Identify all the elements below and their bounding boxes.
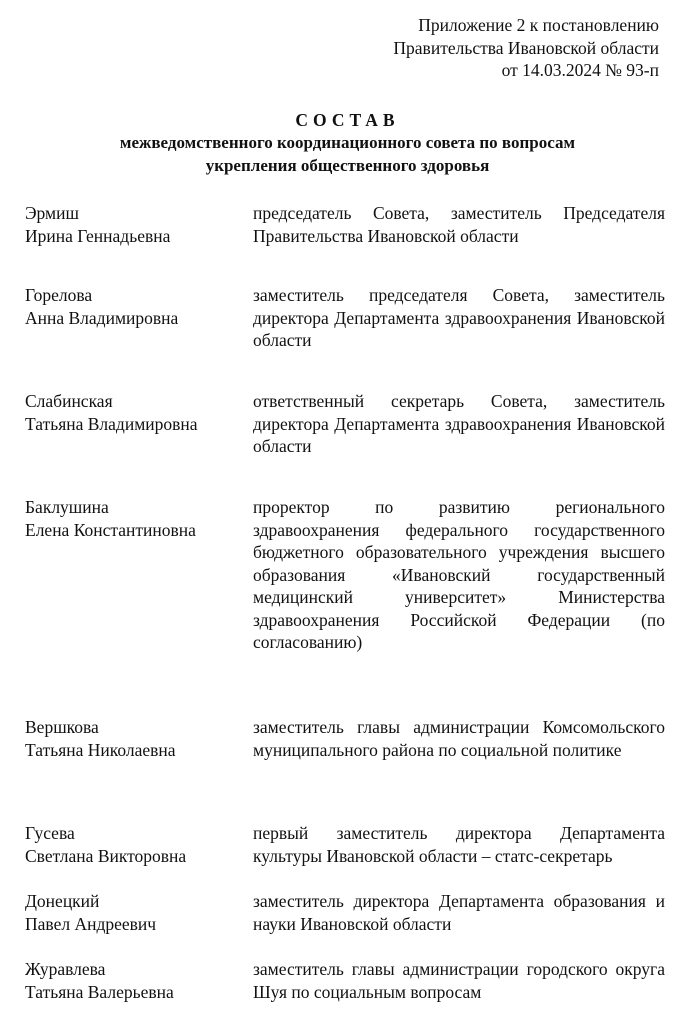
member-name bbox=[25, 202, 245, 247]
member-given-name: Елена Константиновна bbox=[25, 519, 196, 540]
member-name bbox=[25, 716, 245, 761]
member-name bbox=[25, 496, 245, 541]
member-role: ответственный секретарь Совета, заместитель директора Департамента здравоохранения Ивановской области bbox=[253, 391, 665, 456]
member-surname: Донецкий bbox=[25, 891, 100, 911]
member-role: заместитель главы администрации Комсомольского муниципального района по социальной политике bbox=[253, 717, 665, 760]
member-name bbox=[25, 284, 245, 329]
member-given-name: Татьяна Николаевна bbox=[25, 739, 176, 760]
member-role: заместитель главы администрации городского округа Шуя по социальным вопросам bbox=[253, 959, 665, 1002]
header-line-2: Правительства Ивановской области bbox=[393, 37, 659, 58]
member-name bbox=[25, 890, 245, 935]
member-surname: Горелова bbox=[25, 285, 93, 305]
member-given-name: Татьяна Валерьевна bbox=[25, 981, 174, 1002]
member-role: первый заместитель директора Департамента культуры Ивановской области – статс-секретарь bbox=[253, 823, 665, 866]
title-line-2: укрепления общественного здоровья bbox=[205, 155, 490, 175]
header-line-1: Приложение 2 к постановлению bbox=[418, 15, 659, 35]
member-name bbox=[25, 822, 245, 867]
title-heading: СОСТАВ bbox=[295, 110, 400, 130]
member-surname: Вершкова bbox=[25, 717, 99, 737]
header-line-3: от 14.03.2024 № 93-п bbox=[501, 60, 659, 80]
member-role: проректор по развитию регионального здравоохранения федерального государственного бюджетного образовательного учреждения высшего образования «Ивановский государственный медицинский университет» Министерства здравоохранения Российской Федерации (по согласованию) bbox=[253, 497, 665, 652]
member-role: заместитель председателя Совета, заместитель директора Департамента здравоохранения Ивановской области bbox=[253, 285, 665, 350]
member-given-name: Ирина Геннадьевна bbox=[25, 225, 171, 246]
member-role: председатель Совета, заместитель Председателя Правительства Ивановской области bbox=[253, 203, 665, 246]
member-name bbox=[25, 958, 245, 1003]
member-surname: Эрмиш bbox=[25, 203, 79, 223]
member-role: заместитель директора Департамента образования и науки Ивановской области bbox=[253, 891, 665, 934]
title-line-1: межведомственного координационного совета по вопросам bbox=[119, 133, 576, 152]
document-title bbox=[0, 108, 695, 177]
member-surname: Баклушина bbox=[25, 497, 109, 517]
member-name bbox=[25, 390, 245, 435]
member-surname: Журавлева bbox=[25, 959, 106, 979]
member-given-name: Анна Владимировна bbox=[25, 307, 179, 328]
member-surname: Слабинская bbox=[25, 391, 113, 411]
member-given-name: Светлана Викторовна bbox=[25, 845, 187, 866]
document-header bbox=[393, 14, 659, 82]
member-given-name: Павел Андреевич bbox=[25, 913, 157, 934]
member-given-name: Татьяна Владимировна bbox=[25, 413, 198, 434]
member-surname: Гусева bbox=[25, 823, 75, 843]
